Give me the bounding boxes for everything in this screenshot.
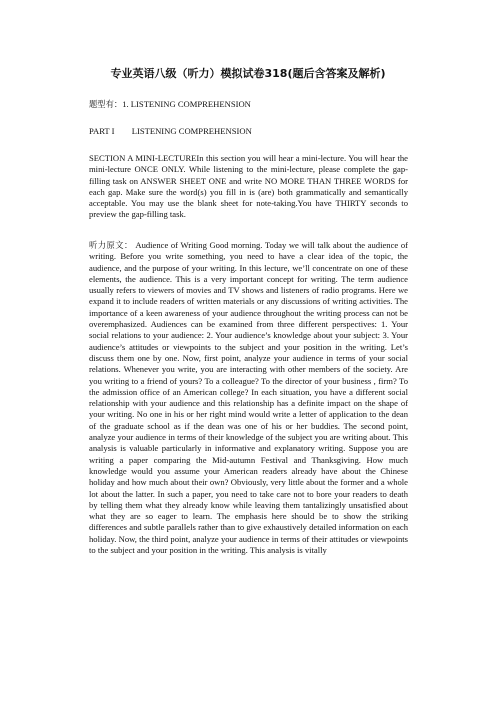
transcript-paragraph [89,240,408,556]
transcript-text: Audience of Writing Good morning. Today we will talk about the audience of writing. Before you write something, you need to have a clear idea of the topic, the audience, and the purpose of your writing. In this lecture, we’ll concentrate on one of these elements, the audience. This is a very important concept for writing. The term audience usually refers to viewers of movies and TV shows and listeners of radio programs. Here we expand it to include readers of written materials or any discussions of writing activities. The importance of a keen awareness of your audience throughout the writing process can not be overemphasized. Audiences can be examined from three different perspectives: 1. Your social relations to your audience: 2. Your audience’s knowledge about your subject: 3. Your audience’s attitudes or viewpoints to the subject and your position in the writing. Let’s discuss them one by one. Now, first point, analyze your audience in terms of your social relations. Whenever you write, you are interacting with other members of the society. Are you writing to a friend of yours? To a colleague? To the director of your business , firm? To the admission office of an American college? In each situation, you have a different social relationship with your audience and this relationship has a definite impact on the shape of your writing. No one in his or her right mind would write a letter of application to the dean of the graduate school as if the dean was one of his or her buddies. The second point, analyze your audience in terms of their knowledge of the subject you are writing about. This analysis is valuable particularly in informative and explanatory writing. Suppose you are writing a paper comparing the Mid-autumn Festival and Thanksgiving. How much knowledge would you assume your American readers already have about the Chinese holiday and how much about their own? Obviously, very little about the former and a whole lot about the latter. In such a paper, you need to take care not to bore your readers to death by telling them what they already know while leaving them tantalizingly unsatisfied about what they are so eager to learn. The emphasis here should be to show the striking differences and subtle parallels rather than to give exhaustively detailed information on each holiday. Now, the third point, analyze your audience in terms of their attitudes or viewpoints to the subject and your position in the writing. This analysis is vitally [89,240,408,556]
part-heading: PART I LISTENING COMPREHENSION [89,126,252,136]
transcript-label: 听力原文： [89,240,133,250]
question-type-value: 1. LISTENING COMPREHENSION [122,99,251,109]
section-instructions: SECTION A MINI-LECTUREIn this section you will hear a mini-lecture. You will hear the mini-lecture ONCE ONLY. While listening to the mini-lecture, please complete the gap-filling task on ANSWER SHEET ONE and write NO MORE THAN THREE WORDS for each gap. Make sure the word(s) you fill in is (are) both grammatically and semantically acceptable. You may use the blank sheet for note-taking.You have THIRTY seconds to preview the gap-filling task. [89,153,408,220]
question-type-line [89,99,408,110]
page-title: 专业英语八级（听力）模拟试卷318(题后含答案及解析) [110,67,386,80]
question-type-label: 题型有： [89,99,123,109]
